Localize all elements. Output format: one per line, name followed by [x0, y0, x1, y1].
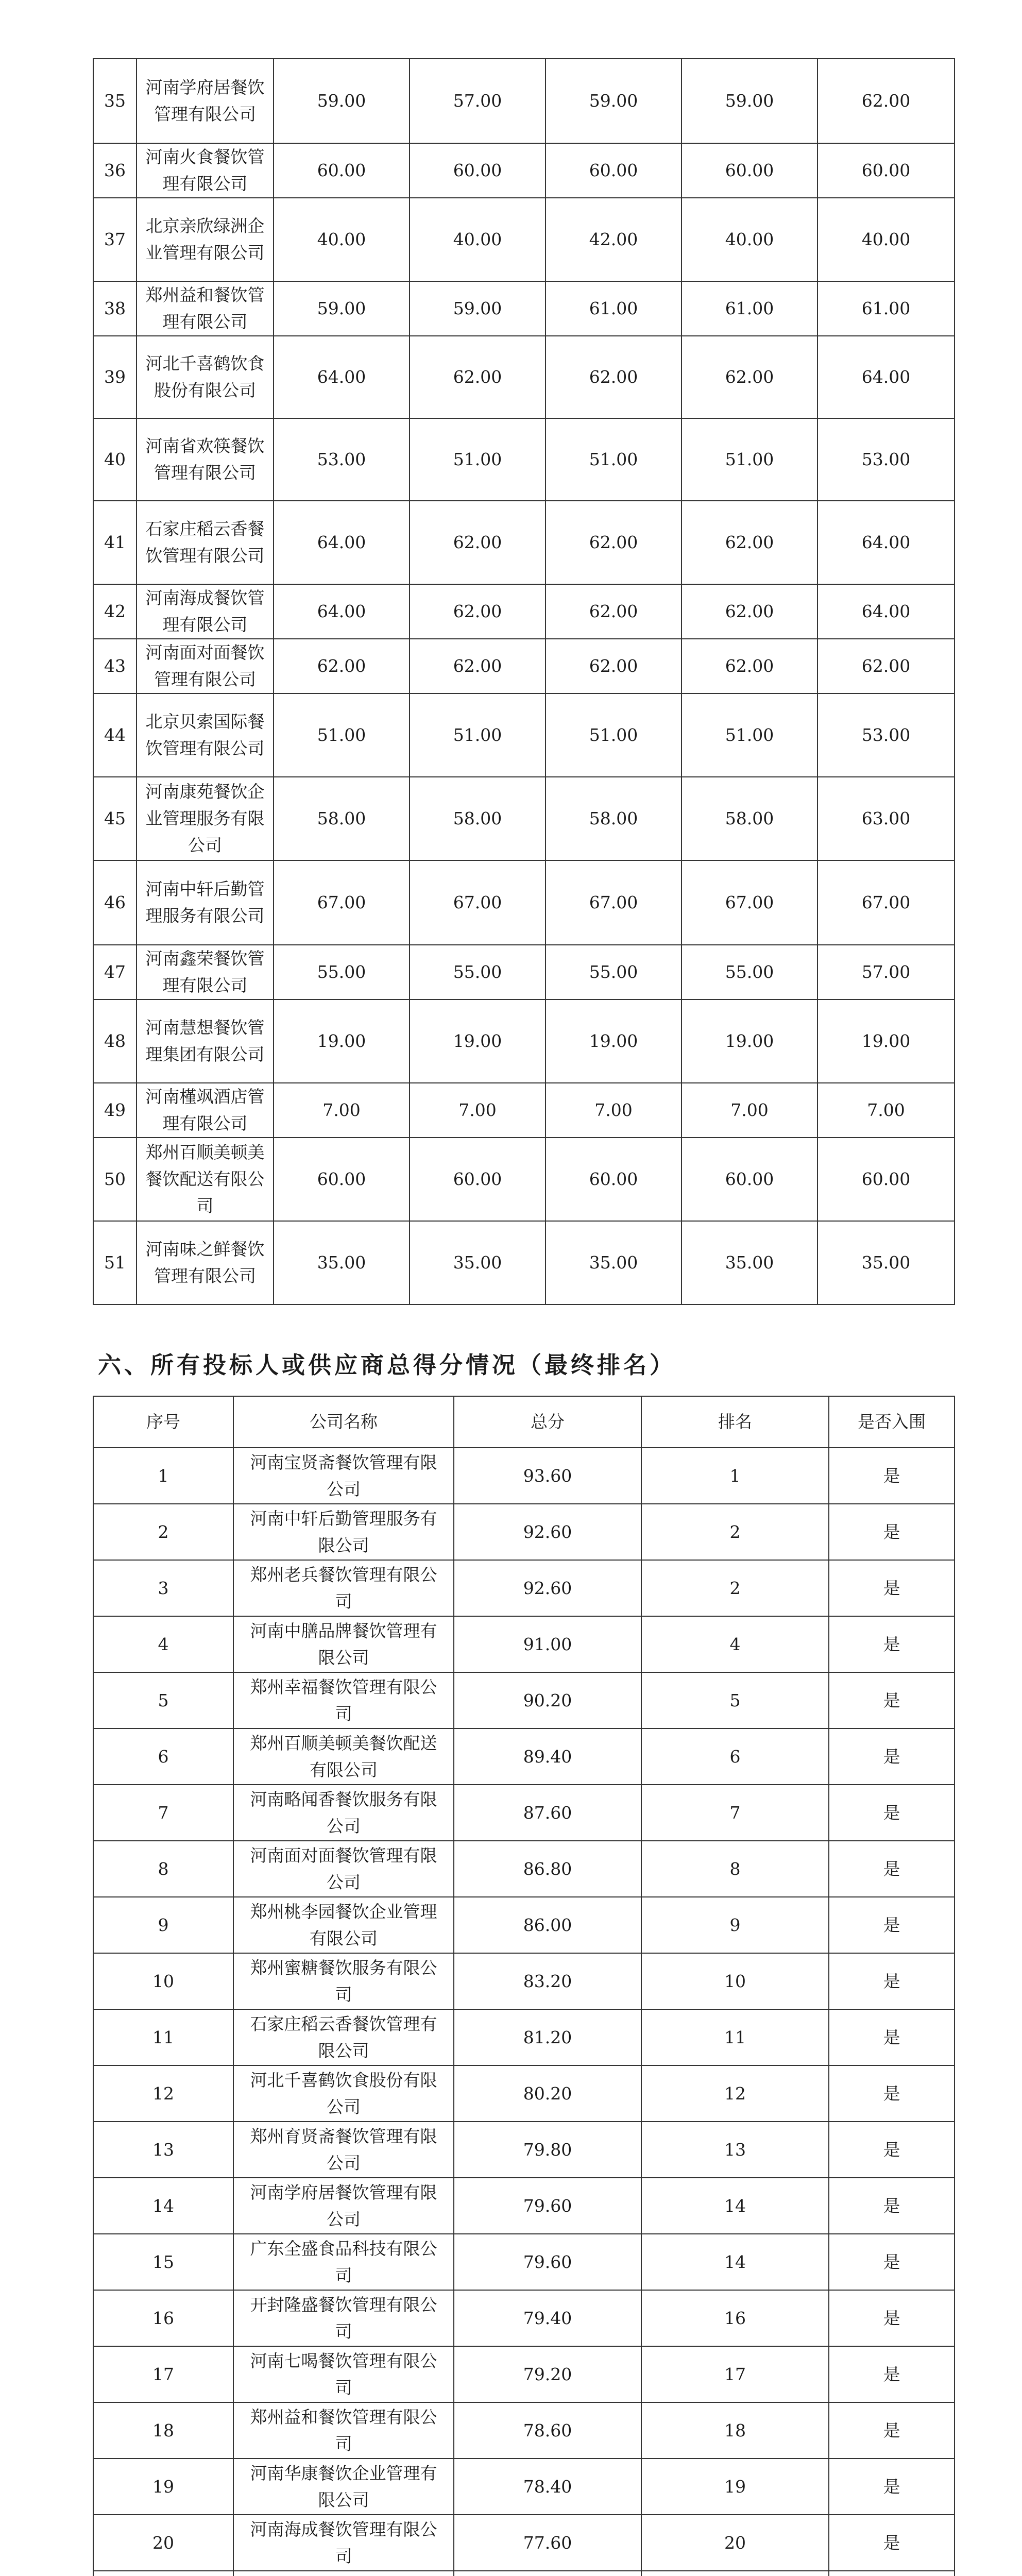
rank: 20 — [641, 2515, 829, 2571]
selected-flag: 是 — [829, 1785, 955, 1841]
company-name: 河南味之鲜餐饮管理有限公司 — [137, 1221, 274, 1304]
company-name: 河南海成餐饮管理有限公司 — [233, 2515, 454, 2571]
company-name: 河北千喜鹤饮食股份有限公司 — [233, 2065, 454, 2122]
score-1: 7.00 — [274, 1083, 410, 1138]
score-2: 35.00 — [410, 1221, 546, 1304]
total-score: 79.60 — [454, 2234, 641, 2290]
rank: 4 — [641, 1616, 829, 1672]
row-number: 45 — [93, 777, 137, 860]
score-5: 60.00 — [817, 1138, 955, 1221]
table-row — [93, 59, 955, 143]
table-row — [93, 1083, 955, 1138]
score-5: 7.00 — [817, 1083, 955, 1138]
rank — [641, 2571, 829, 2576]
score-5: 63.00 — [817, 777, 955, 860]
company-name: 河南慧想餐饮管理集团有限公司 — [137, 999, 274, 1083]
table-row — [93, 198, 955, 281]
selected-flag: 是 — [829, 2515, 955, 2571]
score-5: 67.00 — [817, 860, 955, 945]
selected-flag: 是 — [829, 2290, 955, 2346]
company-name: 河南略闻香餐饮服务有限公司 — [233, 1785, 454, 1841]
score-3: 55.00 — [546, 945, 682, 999]
total-score: 89.40 — [454, 1728, 641, 1785]
rank: 8 — [641, 1841, 829, 1897]
rank: 12 — [641, 2065, 829, 2122]
score-3: 60.00 — [546, 143, 682, 198]
row-number: 9 — [93, 1897, 233, 1953]
header-company: 公司名称 — [233, 1396, 454, 1448]
row-number: 40 — [93, 418, 137, 501]
score-1: 60.00 — [274, 1138, 410, 1221]
score-4: 55.00 — [682, 945, 817, 999]
table-row — [93, 2009, 955, 2065]
company-name: 河南宝贤斋餐饮管理有限公司 — [233, 1448, 454, 1504]
score-3: 59.00 — [546, 59, 682, 143]
rank: 14 — [641, 2234, 829, 2290]
score-5: 57.00 — [817, 945, 955, 999]
total-score: 87.60 — [454, 1785, 641, 1841]
company-name: 河南中轩后勤管理服务有限公司 — [233, 1504, 454, 1560]
row-number: 1 — [93, 1448, 233, 1504]
table-row — [93, 336, 955, 418]
rank: 13 — [641, 2122, 829, 2178]
selected-flag: 是 — [829, 2122, 955, 2178]
rank: 17 — [641, 2346, 829, 2402]
header-rank: 排名 — [641, 1396, 829, 1448]
score-4: 7.00 — [682, 1083, 817, 1138]
score-5: 64.00 — [817, 501, 955, 584]
score-3: 7.00 — [546, 1083, 682, 1138]
score-1: 35.00 — [274, 1221, 410, 1304]
table-row — [93, 2234, 955, 2290]
company-name: 石家庄稻云香餐饮管理有限公司 — [137, 501, 274, 584]
table-row — [93, 1504, 955, 1560]
row-number: 14 — [93, 2178, 233, 2234]
row-number: 20 — [93, 2515, 233, 2571]
table-row — [93, 1448, 955, 1504]
score-5: 64.00 — [817, 336, 955, 418]
score-4: 40.00 — [682, 198, 817, 281]
score-2: 51.00 — [410, 693, 546, 777]
company-name: 河南华康餐饮企业管理有限公司 — [233, 2459, 454, 2515]
selected-flag: 是 — [829, 2178, 955, 2234]
score-1: 55.00 — [274, 945, 410, 999]
row-number: 39 — [93, 336, 137, 418]
company-name: 河南鑫荣餐饮管理有限公司 — [137, 945, 274, 999]
score-2: 51.00 — [410, 418, 546, 501]
score-3: 51.00 — [546, 418, 682, 501]
row-number: 41 — [93, 501, 137, 584]
row-number: 42 — [93, 584, 137, 639]
score-1: 58.00 — [274, 777, 410, 860]
selected-flag: 是 — [829, 1728, 955, 1785]
row-number: 7 — [93, 1785, 233, 1841]
score-4: 61.00 — [682, 281, 817, 336]
row-number: 19 — [93, 2459, 233, 2515]
selected-flag: 是 — [829, 2234, 955, 2290]
table-row — [93, 418, 955, 501]
selected-flag: 是 — [829, 1672, 955, 1728]
selected-flag: 是 — [829, 2346, 955, 2402]
company-name: 郑州益和餐饮管理有限公司 — [233, 2402, 454, 2459]
score-1: 60.00 — [274, 143, 410, 198]
table-row — [93, 2402, 955, 2459]
table-row — [93, 2571, 955, 2576]
total-score: 79.40 — [454, 2290, 641, 2346]
row-number: 18 — [93, 2402, 233, 2459]
table-row — [93, 143, 955, 198]
rank: 14 — [641, 2178, 829, 2234]
table-row — [93, 1785, 955, 1841]
score-3: 62.00 — [546, 584, 682, 639]
score-1: 53.00 — [274, 418, 410, 501]
total-score: 80.20 — [454, 2065, 641, 2122]
company-name: 石家庄稻云香餐饮管理有限公司 — [233, 2009, 454, 2065]
row-number: 49 — [93, 1083, 137, 1138]
company-name: 郑州百顺美顿美餐饮配送有限公司 — [137, 1138, 274, 1221]
company-name: 河南七喝餐饮管理有限公司 — [233, 2346, 454, 2402]
company-name: 郑州蜜糖餐饮服务有限公司 — [233, 1953, 454, 2009]
total-score: 90.20 — [454, 1672, 641, 1728]
final-ranking-body — [93, 1396, 955, 2576]
score-2: 59.00 — [410, 281, 546, 336]
score-4: 51.00 — [682, 418, 817, 501]
table-row — [93, 1560, 955, 1616]
total-score: 79.60 — [454, 2178, 641, 2234]
company-name: 河南火食餐饮管理有限公司 — [137, 143, 274, 198]
company-name: 河南中膳品牌餐饮管理有限公司 — [233, 1616, 454, 1672]
table-row — [93, 2346, 955, 2402]
header-total: 总分 — [454, 1396, 641, 1448]
company-name: 郑州老兵餐饮管理有限公司 — [233, 1560, 454, 1616]
score-3: 62.00 — [546, 639, 682, 693]
table-row — [93, 2515, 955, 2571]
company-name: 郑州百顺美顿美餐饮配送有限公司 — [233, 1728, 454, 1785]
score-1: 64.00 — [274, 336, 410, 418]
selected-flag — [829, 2571, 955, 2576]
row-number: 3 — [93, 1560, 233, 1616]
company-name: 河南面对面餐饮管理有限公司 — [233, 1841, 454, 1897]
score-1: 59.00 — [274, 59, 410, 143]
company-name: 河北千喜鹤饮食股份有限公司 — [137, 336, 274, 418]
table-row — [93, 2065, 955, 2122]
total-score: 81.20 — [454, 2009, 641, 2065]
score-1: 40.00 — [274, 198, 410, 281]
selected-flag: 是 — [829, 2459, 955, 2515]
score-3: 67.00 — [546, 860, 682, 945]
score-4: 62.00 — [682, 584, 817, 639]
table-row — [93, 1138, 955, 1221]
rank: 18 — [641, 2402, 829, 2459]
company-name: 河南槿飒酒店管理有限公司 — [137, 1083, 274, 1138]
rank: 10 — [641, 1953, 829, 2009]
company-name: 郑州桃李园餐饮企业管理有限公司 — [233, 1897, 454, 1953]
score-4: 35.00 — [682, 1221, 817, 1304]
score-2: 55.00 — [410, 945, 546, 999]
selected-flag: 是 — [829, 1616, 955, 1672]
table-row — [93, 2122, 955, 2178]
total-score: 92.60 — [454, 1560, 641, 1616]
row-number: 5 — [93, 1672, 233, 1728]
score-3: 60.00 — [546, 1138, 682, 1221]
score-2: 62.00 — [410, 501, 546, 584]
score-2: 62.00 — [410, 639, 546, 693]
rank: 11 — [641, 2009, 829, 2065]
rank: 2 — [641, 1504, 829, 1560]
company-name: 河南海成餐饮管理有限公司 — [137, 584, 274, 639]
table-row — [93, 1953, 955, 2009]
score-3: 62.00 — [546, 336, 682, 418]
company-name: 广东全盛食品科技有限公司 — [233, 2234, 454, 2290]
score-3: 58.00 — [546, 777, 682, 860]
score-5: 62.00 — [817, 639, 955, 693]
score-1: 51.00 — [274, 693, 410, 777]
score-4: 59.00 — [682, 59, 817, 143]
score-3: 51.00 — [546, 693, 682, 777]
row-number: 6 — [93, 1728, 233, 1785]
score-5: 53.00 — [817, 693, 955, 777]
selected-flag: 是 — [829, 2009, 955, 2065]
total-score: 78.60 — [454, 2402, 641, 2459]
selected-flag: 是 — [829, 1841, 955, 1897]
score-2: 58.00 — [410, 777, 546, 860]
header-selected: 是否入围 — [829, 1396, 955, 1448]
total-score: 79.20 — [454, 2346, 641, 2402]
table-row — [93, 693, 955, 777]
total-score: 86.00 — [454, 1897, 641, 1953]
row-number: 43 — [93, 639, 137, 693]
row-number: 44 — [93, 693, 137, 777]
score-detail-body — [93, 59, 955, 1304]
score-4: 62.00 — [682, 336, 817, 418]
rank: 1 — [641, 1448, 829, 1504]
row-number: 8 — [93, 1841, 233, 1897]
score-4: 58.00 — [682, 777, 817, 860]
table-row — [93, 639, 955, 693]
company-name: 开封隆盛餐饮管理有限公司 — [233, 2290, 454, 2346]
company-name: 河南省欢筷餐饮管理有限公司 — [137, 418, 274, 501]
company-name: 郑州育贤斋餐饮管理有限公司 — [233, 2122, 454, 2178]
table-row — [93, 777, 955, 860]
table-row — [93, 999, 955, 1083]
score-4: 60.00 — [682, 1138, 817, 1221]
rank: 5 — [641, 1672, 829, 1728]
company-name: 河南面对面餐饮管理有限公司 — [137, 639, 274, 693]
score-3: 42.00 — [546, 198, 682, 281]
table-row — [93, 2459, 955, 2515]
score-2: 67.00 — [410, 860, 546, 945]
score-detail-table — [93, 58, 955, 1305]
score-5: 62.00 — [817, 59, 955, 143]
score-3: 62.00 — [546, 501, 682, 584]
score-5: 53.00 — [817, 418, 955, 501]
row-number: 35 — [93, 59, 137, 143]
company-name: 郑州益和餐饮管理有限公司 — [137, 281, 274, 336]
score-5: 61.00 — [817, 281, 955, 336]
score-1: 62.00 — [274, 639, 410, 693]
rank: 2 — [641, 1560, 829, 1616]
table-row — [93, 1616, 955, 1672]
row-number: 37 — [93, 198, 137, 281]
company-name: 北京亲欣绿洲企业管理有限公司 — [137, 198, 274, 281]
score-4: 67.00 — [682, 860, 817, 945]
score-2: 7.00 — [410, 1083, 546, 1138]
total-score: 79.80 — [454, 2122, 641, 2178]
company-name: 河南康苑餐饮企业管理服务有限公司 — [137, 777, 274, 860]
row-number: 48 — [93, 999, 137, 1083]
table-row — [93, 2290, 955, 2346]
score-4: 62.00 — [682, 639, 817, 693]
header-row — [93, 1396, 955, 1448]
table-row — [93, 1897, 955, 1953]
section-title: 六、所有投标人或供应商总得分情况（最终排名） — [98, 1351, 676, 1379]
header-no: 序号 — [93, 1396, 233, 1448]
score-3: 35.00 — [546, 1221, 682, 1304]
score-5: 64.00 — [817, 584, 955, 639]
score-1: 59.00 — [274, 281, 410, 336]
row-number: 11 — [93, 2009, 233, 2065]
selected-flag: 是 — [829, 1504, 955, 1560]
total-score: 77.60 — [454, 2515, 641, 2571]
score-5: 35.00 — [817, 1221, 955, 1304]
score-2: 19.00 — [410, 999, 546, 1083]
row-number: 4 — [93, 1616, 233, 1672]
total-score: 93.60 — [454, 1448, 641, 1504]
score-1: 64.00 — [274, 584, 410, 639]
company-name: 北京贝索国际餐饮管理有限公司 — [137, 693, 274, 777]
selected-flag: 是 — [829, 2402, 955, 2459]
score-1: 19.00 — [274, 999, 410, 1083]
row-number: 36 — [93, 143, 137, 198]
score-3: 19.00 — [546, 999, 682, 1083]
table-row — [93, 945, 955, 999]
score-3: 61.00 — [546, 281, 682, 336]
table-row — [93, 1221, 955, 1304]
score-2: 57.00 — [410, 59, 546, 143]
score-1: 67.00 — [274, 860, 410, 945]
total-score: 78.40 — [454, 2459, 641, 2515]
total-score — [454, 2571, 641, 2576]
score-5: 19.00 — [817, 999, 955, 1083]
table-row — [93, 2178, 955, 2234]
row-number: 47 — [93, 945, 137, 999]
row-number: 13 — [93, 2122, 233, 2178]
table-row — [93, 1728, 955, 1785]
score-5: 40.00 — [817, 198, 955, 281]
selected-flag: 是 — [829, 1897, 955, 1953]
total-score: 86.80 — [454, 1841, 641, 1897]
rank: 19 — [641, 2459, 829, 2515]
score-2: 62.00 — [410, 336, 546, 418]
rank: 6 — [641, 1728, 829, 1785]
selected-flag: 是 — [829, 1953, 955, 2009]
row-number — [93, 2571, 233, 2576]
score-2: 62.00 — [410, 584, 546, 639]
score-4: 19.00 — [682, 999, 817, 1083]
score-1: 64.00 — [274, 501, 410, 584]
table-row — [93, 281, 955, 336]
selected-flag: 是 — [829, 1560, 955, 1616]
table-row — [93, 1672, 955, 1728]
score-5: 60.00 — [817, 143, 955, 198]
company-name: 河南中轩后勤管理服务有限公司 — [137, 860, 274, 945]
row-number: 16 — [93, 2290, 233, 2346]
score-2: 60.00 — [410, 1138, 546, 1221]
score-4: 62.00 — [682, 501, 817, 584]
row-number: 2 — [93, 1504, 233, 1560]
table-row — [93, 501, 955, 584]
row-number: 15 — [93, 2234, 233, 2290]
row-number: 10 — [93, 1953, 233, 2009]
row-number: 17 — [93, 2346, 233, 2402]
rank: 7 — [641, 1785, 829, 1841]
selected-flag: 是 — [829, 2065, 955, 2122]
row-number: 50 — [93, 1138, 137, 1221]
total-score: 92.60 — [454, 1504, 641, 1560]
table-row — [93, 584, 955, 639]
total-score: 91.00 — [454, 1616, 641, 1672]
final-ranking-table — [93, 1396, 955, 2576]
total-score: 83.20 — [454, 1953, 641, 2009]
company-name — [233, 2571, 454, 2576]
score-2: 40.00 — [410, 198, 546, 281]
score-2: 60.00 — [410, 143, 546, 198]
table-row — [93, 1841, 955, 1897]
row-number: 46 — [93, 860, 137, 945]
score-4: 51.00 — [682, 693, 817, 777]
row-number: 12 — [93, 2065, 233, 2122]
table-row — [93, 860, 955, 945]
company-name: 河南学府居餐饮管理有限公司 — [137, 59, 274, 143]
rank: 9 — [641, 1897, 829, 1953]
row-number: 38 — [93, 281, 137, 336]
company-name: 郑州幸福餐饮管理有限公司 — [233, 1672, 454, 1728]
score-4: 60.00 — [682, 143, 817, 198]
company-name: 河南学府居餐饮管理有限公司 — [233, 2178, 454, 2234]
row-number: 51 — [93, 1221, 137, 1304]
rank: 16 — [641, 2290, 829, 2346]
selected-flag: 是 — [829, 1448, 955, 1504]
